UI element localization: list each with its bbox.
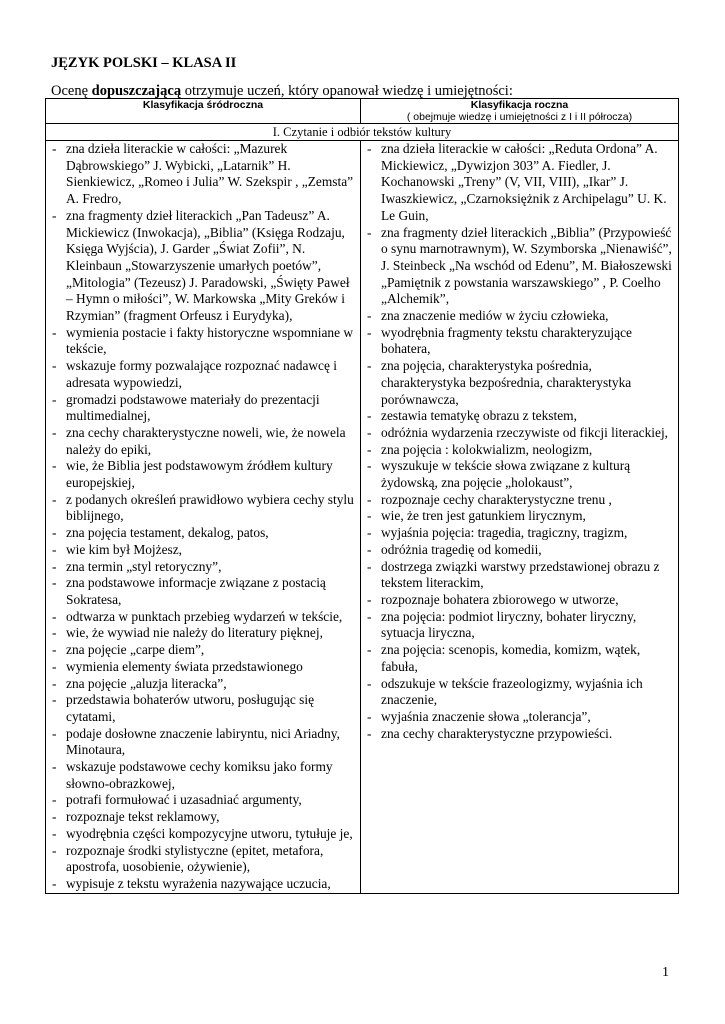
list-item: - dostrzega związki warstwy przedstawionej obrazu z tekstem literackim, xyxy=(361,559,678,592)
list-item: - zna fragmenty dzieł literackich „Biblia” (Przypowieść o synu marnotrawnym), W. Szymborska „Nienawiść”, J. Steinbeck „Na wschód od Edenu”, M. Białoszewski „Pamiętnik z powstania warszawskiego” , P. Coelho „Alchemik”, xyxy=(361,225,678,309)
table-header-row xyxy=(46,99,679,124)
header-annual xyxy=(361,99,679,124)
list-item: - wyszukuje w tekście słowa związane z kulturą żydowską, zna pojęcie „holokaust”, xyxy=(361,458,678,491)
list-item: - rozpoznaje środki stylistyczne (epitet, metafora, apostrofa, uosobienie, ożywienie), xyxy=(46,843,360,876)
list-item: - zna pojęcie „carpe diem”, xyxy=(46,642,360,659)
header-annual-subtitle: ( obejmuje wiedzę i umiejętności z I i II półrocza) xyxy=(406,111,633,123)
list-item: - wskazuje formy pozwalające rozpoznać nadawcę i adresata wypowiedzi, xyxy=(46,358,360,391)
list-item: - wskazuje podstawowe cechy komiksu jako formy słowno-obrazkowej, xyxy=(46,759,360,792)
list-item: - zna cechy charakterystyczne noweli, wie, że nowela należy do epiki, xyxy=(46,425,360,458)
list-item: - zna pojęcia, charakterystyka pośrednia, charakterystyka bezpośrednia, charakterystyka porównawcza, xyxy=(361,358,678,408)
annual-column xyxy=(361,141,679,894)
list-item: - wie, że wywiad nie należy do literatury pięknej, xyxy=(46,625,360,642)
list-item: - rozpoznaje tekst reklamowy, xyxy=(46,809,360,826)
list-item: - zna pojęcia: podmiot liryczny, bohater liryczny, sytuacja liryczna, xyxy=(361,609,678,642)
header-midterm: Klasyfikacja śródroczna xyxy=(46,99,361,124)
midterm-column xyxy=(46,141,361,894)
list-item: - zestawia tematykę obrazu z tekstem, xyxy=(361,408,678,425)
list-item: - odróżnia wydarzenia rzeczywiste od fikcji literackiej, xyxy=(361,425,678,442)
page-title: JĘZYK POLSKI – KLASA II xyxy=(51,55,237,71)
list-item: - wyjaśnia pojęcia: tragedia, tragiczny, tragizm, xyxy=(361,525,678,542)
list-item: - rozpoznaje bohatera zbiorowego w utworze, xyxy=(361,592,678,609)
list-item: - podaje dosłowne znaczenie labiryntu, nici Ariadny, Minotaura, xyxy=(46,726,360,759)
list-item: - zna pojęcia: scenopis, komedia, komizm, wątek, fabuła, xyxy=(361,642,678,675)
annual-list xyxy=(361,141,678,742)
list-item: - wymienia postacie i fakty historyczne wspomniane w tekście, xyxy=(46,325,360,358)
section-row xyxy=(46,124,679,141)
content-row xyxy=(46,141,679,894)
list-item: - zna termin „styl retoryczny”, xyxy=(46,559,360,576)
list-item: - wie kim był Mojżesz, xyxy=(46,542,360,559)
list-item: - odróżnia tragedię od komedii, xyxy=(361,542,678,559)
page-number: 1 xyxy=(662,965,669,980)
list-item: - wyjaśnia znaczenie słowa „tolerancja”, xyxy=(361,709,678,726)
list-item: - wie, że tren jest gatunkiem lirycznym, xyxy=(361,508,678,525)
list-item: - zna znaczenie mediów w życiu człowieka, xyxy=(361,308,678,325)
list-item: - wyodrębnia części kompozycyjne utworu, tytułuje je, xyxy=(46,826,360,843)
section-title: I. Czytanie i odbiór tekstów kultury xyxy=(46,124,679,141)
list-item: - rozpoznaje cechy charakterystyczne trenu , xyxy=(361,492,678,509)
list-item: - z podanych określeń prawidłowo wybiera cechy stylu biblijnego, xyxy=(46,492,360,525)
grade-name: dopuszczającą xyxy=(91,83,182,99)
list-item: - zna pojęcia testament, dekalog, patos, xyxy=(46,525,360,542)
list-item: - zna fragmenty dzieł literackich „Pan Tadeusz” A. Mickiewicz (Inwokacja), „Biblia” (Księga Rodzaju, Księga Wyjścia), J. Garder „Świat Zofii”, N. Kleinbaun „Stowarzyszenie umarłych poetów”, „Mitologia” (Tezeusz) J. Paradowski, „Święty Paweł – Hymn o miłości”, W. Markowska „Mity Greków i Rzymian” (fragment Orfeusz i Eurydyka), xyxy=(46,208,360,325)
list-item: - zna dzieła literackie w całości: „Reduta Ordona” A. Mickiewicz, „Dywizjon 303” A. Fiedler, J. Kochanowski „Treny” (V, VII, VIII), „Ikar” J. Iwaszkiewicz, „Czarnoksiężnik z Archipelagu” U. K. Le Guin, xyxy=(361,141,678,225)
header-annual-title: Klasyfikacja roczna xyxy=(470,99,569,111)
list-item: - wyodrębnia fragmenty tekstu charakteryzujące bohatera, xyxy=(361,325,678,358)
intro-suffix: otrzymuje uczeń, który opanował wiedzę i umiejętności: xyxy=(181,83,513,99)
list-item: - odtwarza w punktach przebieg wydarzeń w tekście, xyxy=(46,609,360,626)
list-item: - zna pojęcia : kolokwializm, neologizm, xyxy=(361,442,678,459)
requirements-table xyxy=(45,98,679,894)
list-item: - gromadzi podstawowe materiały do prezentacji multimedialnej, xyxy=(46,392,360,425)
list-item: - odszukuje w tekście frazeologizmy, wyjaśnia ich znaczenie, xyxy=(361,676,678,709)
list-item: - potrafi formułować i uzasadniać argumenty, xyxy=(46,792,360,809)
list-item: - przedstawia bohaterów utworu, posługując się cytatami, xyxy=(46,692,360,725)
midterm-list xyxy=(46,141,360,893)
list-item: - zna dzieła literackie w całości: „Mazurek Dąbrowskiego” J. Wybicki, „Latarnik” H. Sienkiewicz, „Romeo i Julia” W. Szekspir , „Zemsta” A. Fredro, xyxy=(46,141,360,208)
list-item: - wymienia elementy świata przedstawionego xyxy=(46,659,360,676)
list-item: - wie, że Biblia jest podstawowym źródłem kultury europejskiej, xyxy=(46,458,360,491)
list-item: - wypisuje z tekstu wyrażenia nazywające uczucia, xyxy=(46,876,360,893)
list-item: - zna podstawowe informacje związane z postacią Sokratesa, xyxy=(46,575,360,608)
list-item: - zna cechy charakterystyczne przypowieści. xyxy=(361,726,678,743)
list-item: - zna pojęcie „aluzja literacka”, xyxy=(46,676,360,693)
intro-prefix: Ocenę xyxy=(51,83,92,99)
